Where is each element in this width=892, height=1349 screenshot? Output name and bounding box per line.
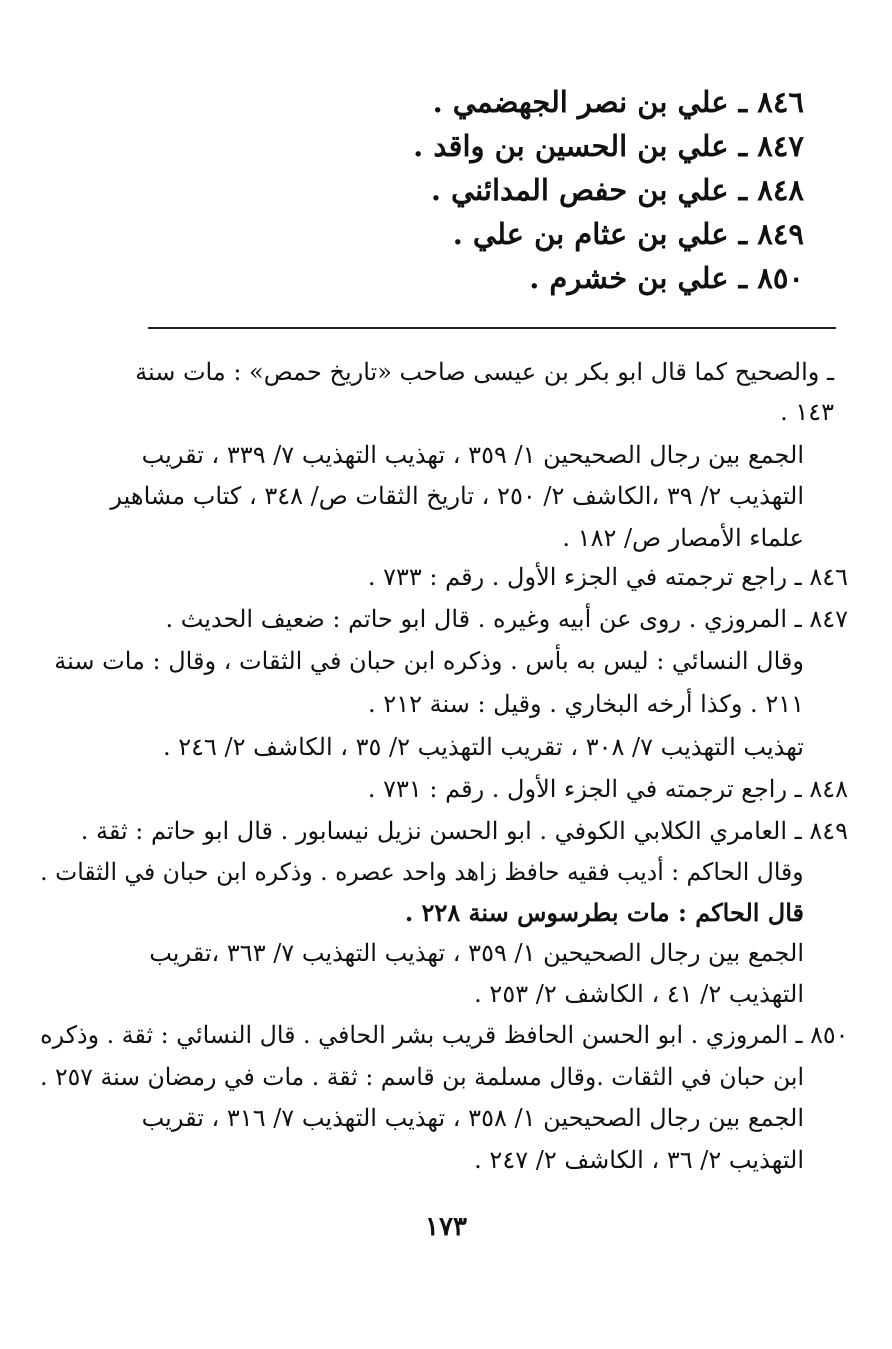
footnote-line: ٨٥٠ ـ المروزي . ابو الحسن الحافظ قريب بشر الحافي . قال النسائي : ثقة . وذكره	[39, 1021, 848, 1049]
footnote-line: ١٤٣ .	[780, 398, 834, 426]
entry-847: ٨٤٧ ـ علي بن الحسين بن واقد .	[413, 129, 804, 163]
footnote-line: علماء الأمصار ص/ ١٨٢ .	[562, 524, 804, 552]
footnote-divider	[148, 327, 836, 329]
footnote-line: الجمع بين رجال الصحيحين ١/ ٣٥٩ ، تهذيب التهذيب ٧/ ٣٣٩ ، تقريب	[141, 441, 804, 469]
footnote-line: الجمع بين رجال الصحيحين ١/ ٣٥٩ ، تهذيب التهذيب ٧/ ٣٦٣ ،تقريب	[149, 939, 804, 967]
page-number: ١٧٣	[425, 1212, 467, 1242]
footnote-line: ٨٤٩ ـ العامري الكلابي الكوفي . ابو الحسن نزيل نيسابور . قال ابو حاتم : ثقة .	[80, 817, 848, 845]
entry-848: ٨٤٨ ـ علي بن حفص المدائني .	[430, 173, 804, 207]
entry-849: ٨٤٩ ـ علي بن عثام بن علي .	[452, 217, 804, 251]
footnote-line: تهذيب التهذيب ٧/ ٣٠٨ ، تقريب التهذيب ٢/ ٣٥ ، الكاشف ٢/ ٢٤٦ .	[162, 733, 804, 761]
footnote-line: وقال الحاكم : أديب فقيه حافظ زاهد واحد عصره . وذكره ابن حبان في الثقات .	[40, 858, 804, 886]
footnote-line: قال الحاكم : مات بطرسوس سنة ٢٢٨ .	[404, 898, 804, 927]
footnote-line: التهذيب ٢/ ٣٩ ،الكاشف ٢/ ٢٥٠ ، تاريخ الثقات ص/ ٣٤٨ ، كتاب مشاهير	[110, 482, 804, 510]
footnote-line: ـ والصحيح كما قال ابو بكر بن عيسى صاحب «تاريخ حمص» : مات سنة	[135, 358, 834, 386]
footnote-line: الجمع بين رجال الصحيحين ١/ ٣٥٨ ، تهذيب التهذيب ٧/ ٣١٦ ، تقريب	[141, 1104, 804, 1132]
footnote-line: ابن حبان في الثقات .وقال مسلمة بن قاسم : ثقة . مات في رمضان سنة ٢٥٧ .	[39, 1063, 805, 1091]
footnote-line: وقال النسائي : ليس به بأس . وذكره ابن حبان في الثقات ، وقال : مات سنة	[54, 647, 804, 675]
footnote-line: التهذيب ٢/ ٣٦ ، الكاشف ٢/ ٢٤٧ .	[474, 1146, 804, 1174]
footnote-line: التهذيب ٢/ ٤١ ، الكاشف ٢/ ٢٥٣ .	[474, 980, 804, 1008]
footnote-line: ٨٤٦ ـ راجع ترجمته في الجزء الأول . رقم : ٧٣٣ .	[367, 563, 848, 591]
entry-846: ٨٤٦ ـ علي بن نصر الجهضمي .	[432, 85, 804, 119]
footnote-line: ٨٤٧ ـ المروزي . روى عن أبيه وغيره . قال ابو حاتم : ضعيف الحديث .	[165, 605, 848, 633]
footnote-line: ٢١١ . وكذا أرخه البخاري . وقيل : سنة ٢١٢ .	[368, 690, 804, 718]
entry-850: ٨٥٠ ـ علي بن خشرم .	[529, 261, 804, 295]
footnote-line: ٨٤٨ ـ راجع ترجمته في الجزء الأول . رقم : ٧٣١ .	[367, 775, 848, 803]
